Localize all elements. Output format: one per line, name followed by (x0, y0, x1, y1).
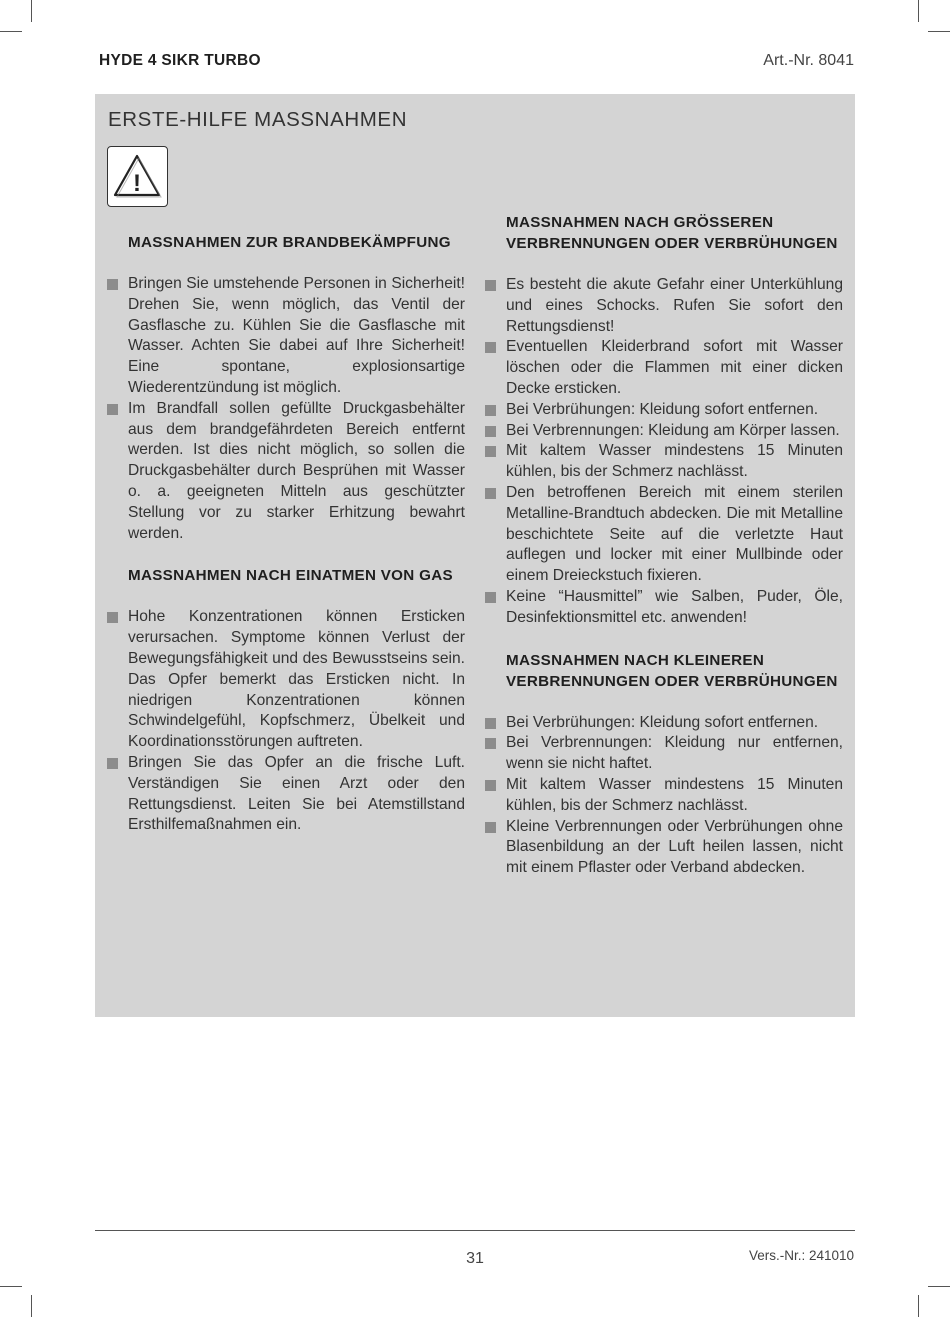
square-bullet-icon (485, 718, 496, 729)
fire-list (128, 274, 465, 544)
crop-mark (928, 31, 950, 32)
list-item: Bei Verbrennungen: Kleidung nur entfernen, wenn sie nicht haftet. (506, 733, 843, 775)
panel-title: ERSTE-HILFE MASSNAHMEN (108, 108, 408, 131)
large-burns-list (506, 275, 843, 629)
warning-triangle-icon (107, 146, 168, 207)
square-bullet-icon (107, 758, 118, 769)
first-aid-panel (95, 94, 855, 1017)
gas-list (128, 607, 465, 836)
square-bullet-icon (107, 612, 118, 623)
list-item: Bei Verbrühungen: Kleidung sofort entfernen. (506, 713, 843, 734)
list-item: Kleine Verbrennungen oder Verbrühungen ohne Blasenbildung an der Luft heilen lassen, nicht mit einem Pflaster oder Verband abdecken. (506, 817, 843, 879)
list-item: Es besteht die akute Gefahr einer Unterkühlung und eines Schocks. Rufen Sie sofort den Rettungsdienst! (506, 275, 843, 337)
section-heading-large-burns: MASSNAHMEN NACH GRÖSSEREN VERBRENNUNGEN ODER VERBRÜHUNGEN (506, 214, 838, 252)
list-item: Keine “Hausmittel” wie Salben, Puder, Öle, Desinfektionsmittel etc. anwenden! (506, 587, 843, 629)
section-heading-fire: MASSNAHMEN ZUR BRANDBEKÄMPFUNG (128, 234, 451, 251)
crop-mark (31, 1295, 32, 1317)
square-bullet-icon (485, 822, 496, 833)
square-bullet-icon (485, 405, 496, 416)
square-bullet-icon (485, 426, 496, 437)
square-bullet-icon (485, 488, 496, 499)
crop-mark (0, 31, 22, 32)
section-heading-small-burns: MASSNAHMEN NACH KLEINEREN VERBRENNUNGEN ODER VERBRÜHUNGEN (506, 651, 838, 690)
square-bullet-icon (485, 738, 496, 749)
square-bullet-icon (107, 404, 118, 415)
list-item: Bringen Sie umstehende Personen in Sicherheit! Drehen Sie, wenn möglich, das Ventil der Gasflasche zu. Kühlen Sie die Gasflasche mit Wasser. Achten Sie dabei auf Ihre Sicherheit! Eine spontane, explosionsartige Wiederentzündung ist möglich. (128, 274, 465, 399)
list-item: Den betroffenen Bereich mit einem sterilen Metalline-Brandtuch abdecken. Die mit Metalline beschichtete Seite auf die verletzte Haut auflegen und locker mit einer Mullbinde oder einem Dreieckstuch fixieren. (506, 483, 843, 587)
list-item: Bringen Sie das Opfer an die frische Luft. Verständigen Sie einen Arzt oder den Rettungsdienst. Leiten Sie bei Atemstillstand Ersthilfemaßnahmen ein. (128, 753, 465, 836)
list-item: Im Brandfall sollen gefüllte Druckgasbehälter aus dem brandgefährdeten Bereich entfernt werden. Ist dies nicht möglich, so sollen die Druckgasbehälter durch Besprühen mit Wasser o. a. geeigneten Mitteln aus geschützter Stellung vor zu starker Erhitzung bewahrt werden. (128, 399, 465, 545)
crop-mark (31, 0, 32, 22)
section-heading-gas: MASSNAHMEN NACH EINATMEN VON GAS (128, 567, 453, 585)
list-item: Bei Verbrühungen: Kleidung sofort entfernen. (506, 400, 843, 421)
page-number: 31 (466, 1250, 484, 1267)
square-bullet-icon (485, 592, 496, 603)
square-bullet-icon (107, 279, 118, 290)
list-item: Mit kaltem Wasser mindestens 15 Minuten kühlen, bis der Schmerz nachlässt. (506, 775, 843, 817)
article-number: Art.-Nr. 8041 (763, 52, 854, 69)
crop-mark (0, 1286, 22, 1287)
version-number: Vers.-Nr.: 241010 (748, 1248, 854, 1263)
product-name: HYDE 4 SIKR TURBO (99, 52, 261, 69)
square-bullet-icon (485, 342, 496, 353)
warning-glyph: ! (133, 170, 141, 197)
list-item: Bei Verbrennungen: Kleidung am Körper lassen. (506, 421, 843, 442)
square-bullet-icon (485, 280, 496, 291)
crop-mark (918, 1295, 919, 1317)
crop-mark (918, 0, 919, 22)
list-item: Hohe Konzentrationen können Ersticken verursachen. Symptome können Verlust der Bewegungsfähigkeit und des Bewusstseins sein. Das Opfer bemerkt das Ersticken nicht. In niedrigen Konzentrationen können Schwindelgefühl, Kopfschmerz, Übelkeit und Koordinationsstörungen auftreten. (128, 607, 465, 753)
list-item: Mit kaltem Wasser mindestens 15 Minuten kühlen, bis der Schmerz nachlässt. (506, 441, 843, 483)
left-column (128, 232, 465, 836)
right-column (506, 212, 843, 879)
small-burns-list (506, 713, 843, 879)
square-bullet-icon (485, 780, 496, 791)
square-bullet-icon (485, 446, 496, 457)
footer-divider (95, 1230, 855, 1231)
crop-mark (928, 1286, 950, 1287)
list-item: Eventuellen Kleiderbrand sofort mit Wasser löschen oder die Flammen mit einer dicken Decke ersticken. (506, 337, 843, 399)
